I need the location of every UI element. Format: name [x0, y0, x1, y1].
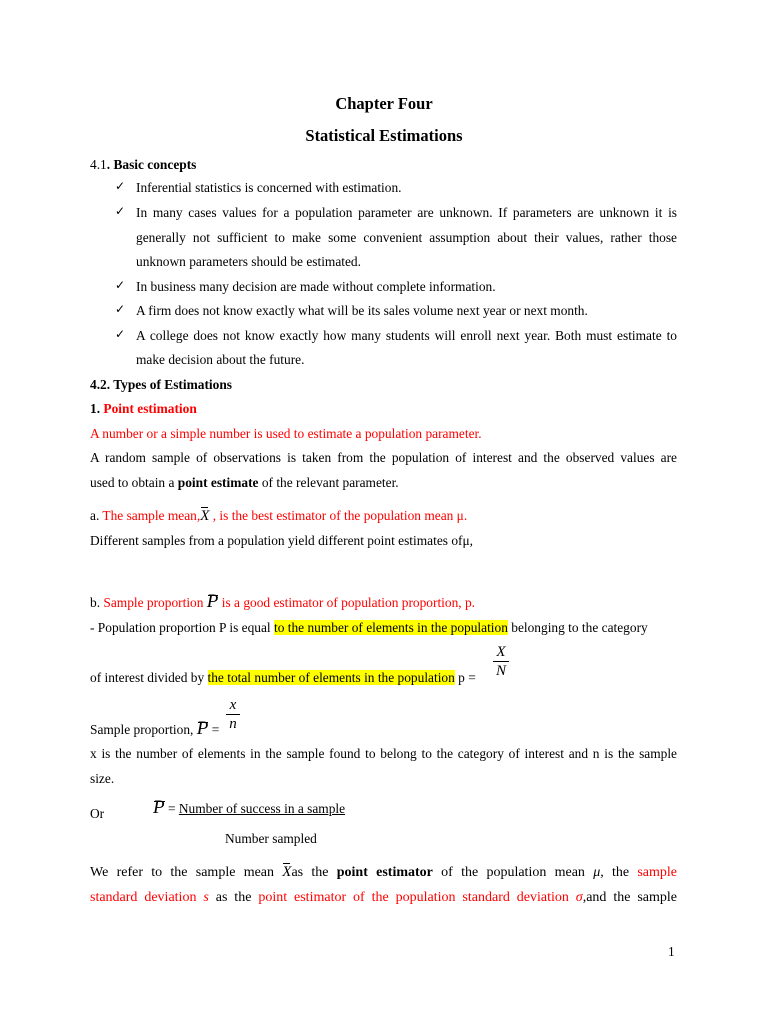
- sample-proportion-formula: Sample proportion, P =: [90, 718, 220, 739]
- page-number: 1: [668, 944, 675, 959]
- p-bar-symbol: P: [206, 591, 219, 612]
- checkmark-icon: ✓: [115, 204, 126, 218]
- paragraph-line: We refer to the sample mean Xas the point estimator of the population mean μ, the sample: [90, 864, 678, 880]
- bullet-text: In business many decision are made without complete information.: [136, 279, 496, 294]
- chapter-title: Chapter Four: [335, 94, 433, 113]
- x-bar-symbol: X: [282, 864, 292, 880]
- subsection-heading-point-estimation: 1. Point estimation: [90, 401, 197, 416]
- x-bar-symbol: X: [200, 508, 210, 524]
- p-bar-equation: P = Number of success in a sample: [153, 797, 346, 818]
- p-bar-symbol: P: [196, 718, 209, 739]
- section-heading-basic-concepts: 4.1. Basic concepts: [90, 157, 197, 172]
- bullet-text: In many cases values for a population parameter are unknown. If parameters are unknown it is: [136, 205, 677, 220]
- section-heading-types: 4.2. Types of Estimations: [90, 377, 232, 392]
- item-a-sample-mean: a. The sample mean,X , is the best estimator of the population mean μ.: [90, 508, 468, 524]
- checkmark-icon: ✓: [115, 179, 126, 193]
- checkmark-icon: ✓: [115, 327, 126, 341]
- chapter-subtitle: Statistical Estimations: [305, 126, 463, 145]
- paragraph-line: Different samples from a population yield different point estimates ofμ,: [90, 533, 474, 548]
- p-bar-symbol: P: [153, 797, 165, 818]
- paragraph-line: of interest divided by the total number of elements in the population p =: [90, 670, 476, 685]
- paragraph-line: A random sample of observations is taken from the population of interest and the observed values are: [90, 450, 677, 465]
- point-estimation-definition: A number or a simple number is used to estimate a population parameter.: [90, 426, 482, 441]
- bullet-text: Inferential statistics is concerned with estimation.: [136, 180, 402, 195]
- bullet-text: generally not sufficient to make some convenient assumption about their values, rather those: [136, 230, 677, 245]
- or-label: Or: [90, 806, 105, 821]
- paragraph-line: x is the number of elements in the sample found to belong to the category of interest and n is the sample: [90, 746, 677, 761]
- or-denominator: Number sampled: [225, 831, 317, 846]
- paragraph-line: used to obtain a point estimate of the relevant parameter.: [90, 475, 399, 490]
- fraction-lower-x-over-n: x n: [226, 697, 240, 732]
- paragraph-line: size.: [90, 771, 115, 786]
- paragraph-line: - Population proportion P is equal to the number of elements in the population belonging to the category: [90, 620, 648, 635]
- checkmark-icon: ✓: [115, 302, 126, 316]
- bullet-text: A college does not know exactly how many students will enroll next year. Both must estimate to: [136, 328, 677, 343]
- checkmark-icon: ✓: [115, 278, 126, 292]
- item-b-sample-proportion: b. Sample proportion P is a good estimator of population proportion, p.: [90, 591, 476, 612]
- paragraph-line: standard deviation s as the point estimator of the population standard deviation σ,and the sample: [90, 890, 677, 905]
- bullet-text: A firm does not know exactly what will be its sales volume next year or next month.: [136, 303, 588, 318]
- bullet-text: make decision about the future.: [136, 352, 305, 367]
- fraction-x-over-n: X N: [493, 644, 509, 679]
- bullet-text: unknown parameters should be estimated.: [136, 254, 361, 269]
